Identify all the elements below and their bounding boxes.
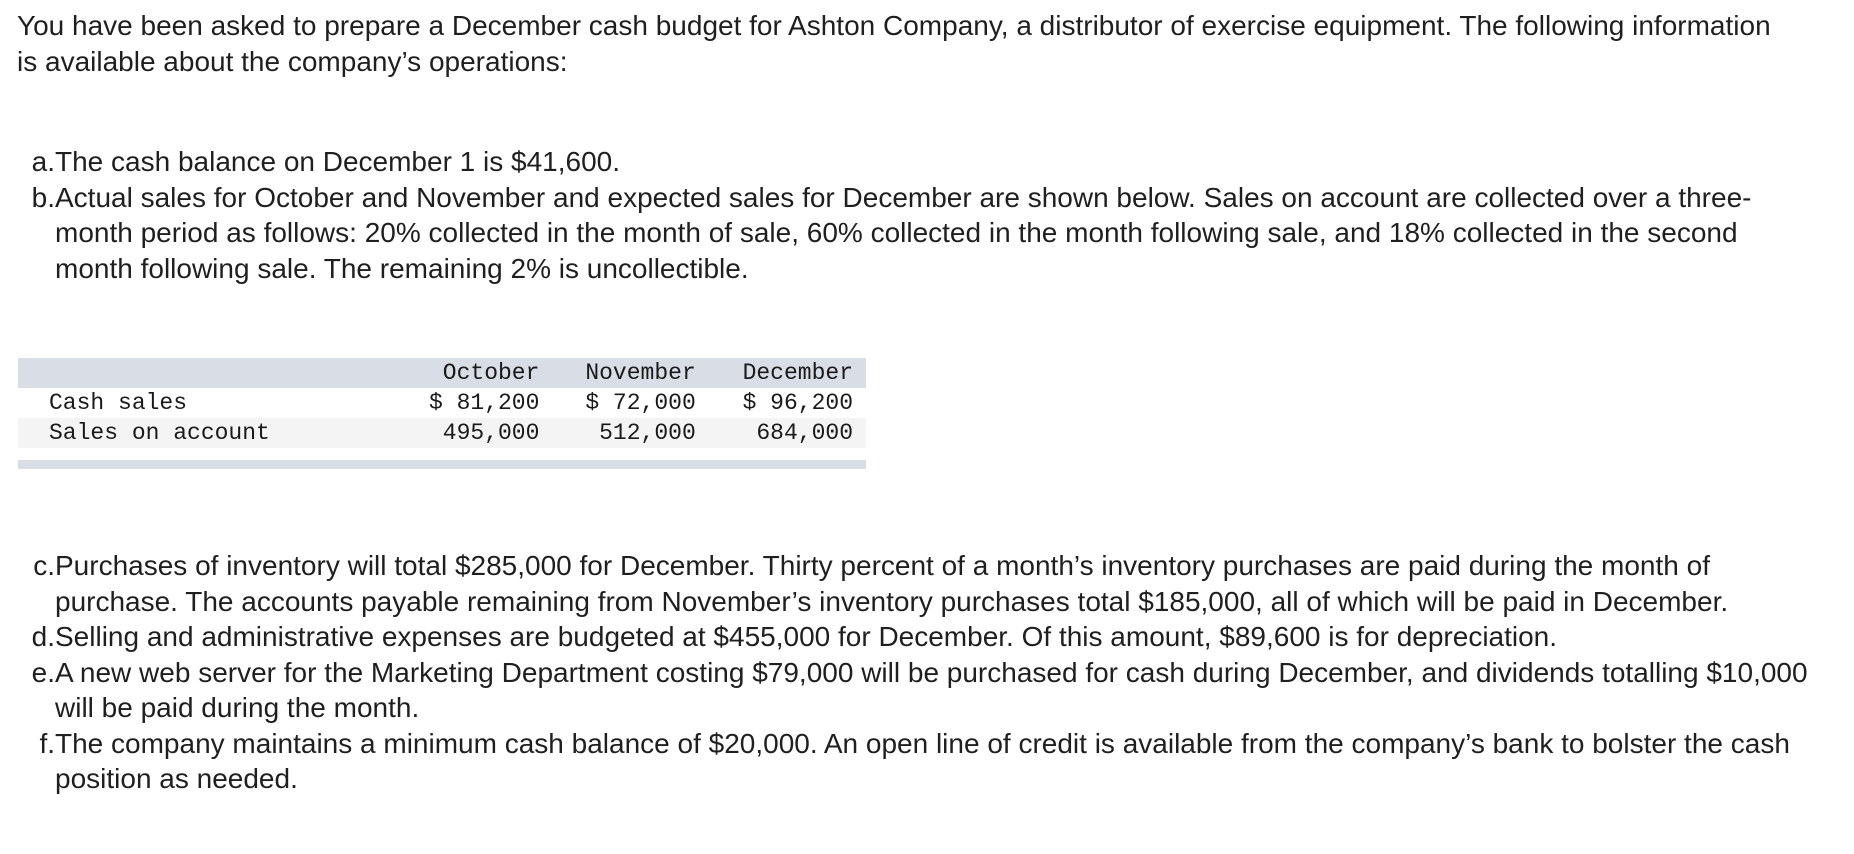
sales-table-container	[18, 358, 866, 469]
cell-november: $ 72,000	[585, 390, 696, 416]
list-marker: a.	[31, 146, 55, 177]
list-item-f	[20, 726, 1820, 797]
table-spacer	[18, 448, 866, 460]
table-row-cash-sales	[18, 388, 866, 418]
list-item-c	[20, 548, 1820, 619]
column-header-november: November	[585, 360, 696, 386]
column-header-december: December	[742, 360, 853, 386]
list-item-text: Purchases of inventory will total $285,000 for December. Thirty percent of a month’s inventory purchases are paid during the month of purchase. The accounts payable remaining from November’s inventory purchases total $185,000, all of which will be paid in December.	[55, 550, 1729, 617]
info-list-part-2	[20, 548, 1820, 797]
list-item-text: The cash balance on December 1 is $41,600.	[55, 146, 621, 177]
list-marker: f.	[39, 727, 55, 759]
list-item-text: Selling and administrative expenses are budgeted at $455,000 for December. Of this amount, $89,600 is for depreciation.	[55, 621, 1558, 652]
list-item-a	[20, 144, 1820, 180]
table-header-row	[18, 358, 866, 388]
list-marker: b.	[31, 181, 55, 213]
list-item-e	[20, 655, 1820, 726]
list-item-d	[20, 619, 1820, 655]
problem-intro: You have been asked to prepare a December cash budget for Ashton Company, a distributor of exercise equipment. The following information is available about the company’s operations:	[17, 10, 1771, 77]
cell-october: 495,000	[442, 420, 540, 446]
list-item-text: The company maintains a minimum cash balance of $20,000. An open line of credit is available from the company’s bank to bolster the cash position as needed.	[55, 727, 1790, 794]
cell-october: $ 81,200	[428, 390, 540, 416]
column-header-october: October	[442, 360, 540, 386]
column-header-label	[18, 358, 394, 388]
list-item-text: Actual sales for October and November and expected sales for December are shown below. Sales on account are collected over a three-month period as follows: 20% collected in the month of sale, 60% collected in the month following sale, and 18% collected in the second month following sale. The remaining 2% is uncollectible.	[55, 181, 1752, 284]
list-marker: d.	[31, 621, 55, 652]
cell-december: 684,000	[756, 420, 853, 446]
sales-table	[18, 358, 866, 448]
cell-november: 512,000	[599, 420, 696, 446]
table-row-sales-on-account	[18, 418, 866, 448]
info-list-part-1	[20, 144, 1820, 286]
table-footer-bar	[18, 460, 866, 469]
row-label: Cash sales	[49, 390, 188, 416]
cell-december: $ 96,200	[742, 390, 853, 416]
list-marker: e.	[31, 656, 55, 688]
list-item-b	[20, 180, 1820, 287]
list-item-text: A new web server for the Marketing Department costing $79,000 will be purchased for cash during December, and dividends totalling $10,000 will be paid during the month.	[55, 656, 1808, 723]
list-marker: c.	[33, 550, 55, 581]
row-label: Sales on account	[49, 420, 270, 446]
